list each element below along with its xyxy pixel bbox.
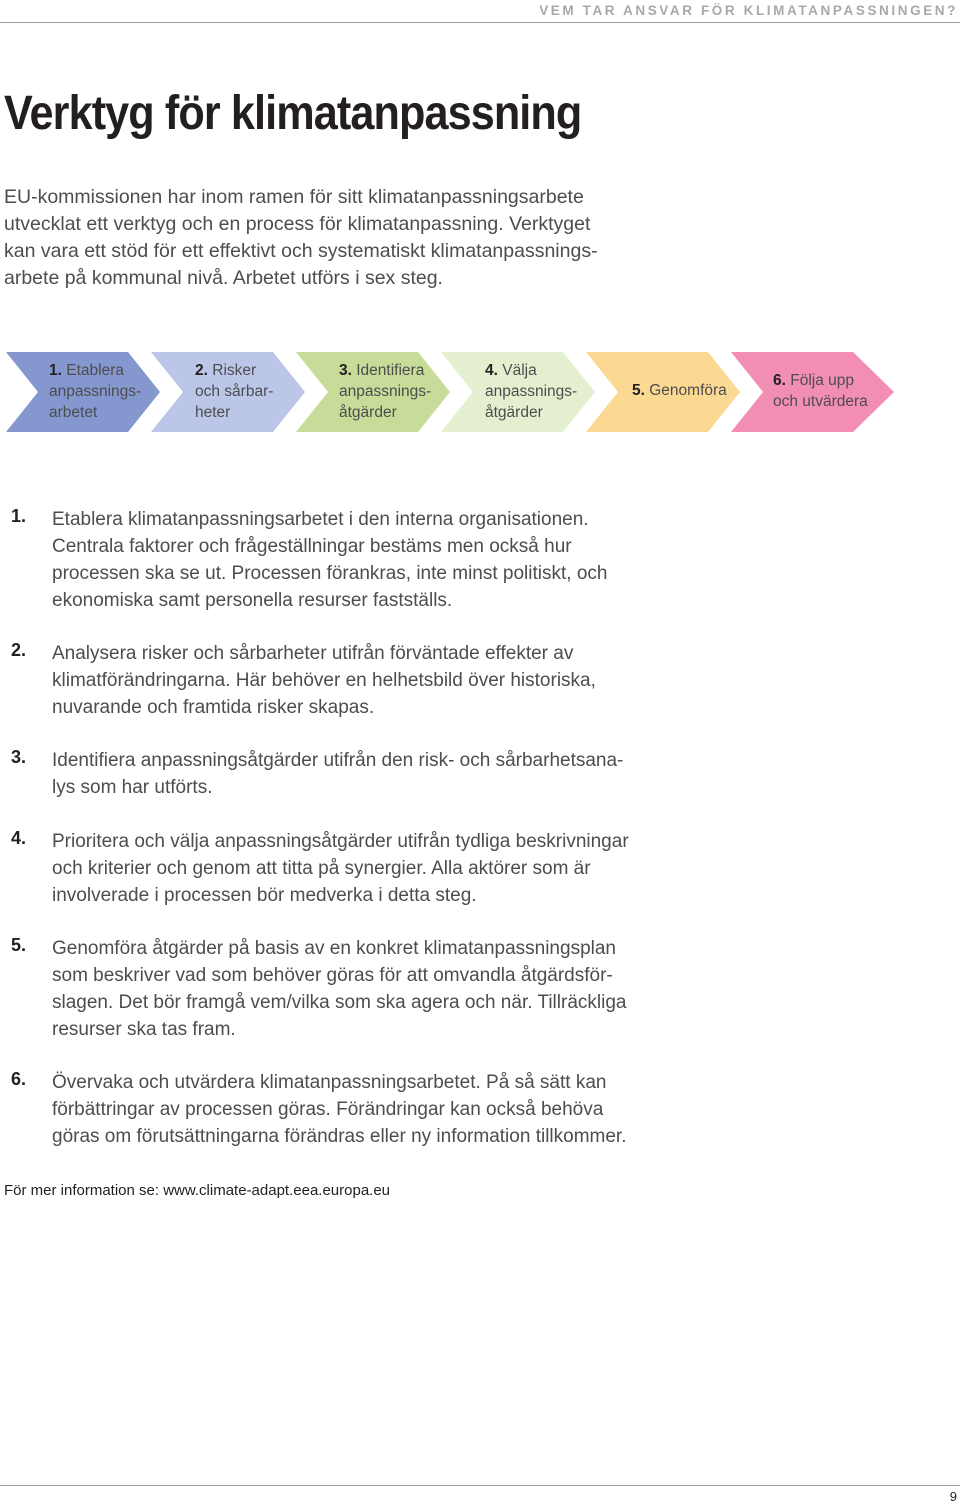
process-step-line: och utvärdera xyxy=(773,393,868,410)
step-line: som beskriver vad som behöver göras för att omvandla åtgärdsför- xyxy=(52,965,613,986)
process-step-5 xyxy=(632,380,727,401)
process-step-title: Identifiera xyxy=(356,362,425,379)
intro-line: arbete på kommunal nivå. Arbetet utförs i sex steg. xyxy=(4,267,443,289)
step-line: processen ska se ut. Processen förankras, inte minst politiskt, och xyxy=(52,563,608,584)
step-text xyxy=(52,1069,626,1150)
step-text xyxy=(52,640,596,721)
process-step-number: 3. xyxy=(339,362,352,379)
process-step-2 xyxy=(195,360,273,423)
process-step-1 xyxy=(49,360,141,423)
step-line: Centrala faktorer och frågeställningar bestäms men också hur xyxy=(52,536,572,557)
step-number: 1. xyxy=(11,506,27,526)
process-step-title: Risker xyxy=(212,362,257,379)
running-header: VEM TAR ANSVAR FÖR KLIMATANPASSNINGEN? xyxy=(539,3,958,18)
step-number: 3. xyxy=(11,747,27,767)
step-line: resurser ska tas fram. xyxy=(52,1019,236,1040)
process-diagram xyxy=(0,350,960,434)
intro-line: utvecklat ett verktyg och en process för klimatanpassning. Verktyget xyxy=(4,213,591,235)
step-line: Prioritera och välja anpassningsåtgärder utifrån tydliga beskrivningar xyxy=(52,831,629,852)
intro-paragraph xyxy=(4,184,644,292)
step-line: och kriterier och genom att titta på synergier. Alla aktörer som är xyxy=(52,858,591,879)
step-number: 6. xyxy=(11,1069,27,1089)
step-line: ekonomiska samt personella resurser fastställs. xyxy=(52,590,453,611)
step-number: 5. xyxy=(11,935,27,955)
step-line: slagen. Det bör framgå vem/vilka som ska agera och när. Tillräckliga xyxy=(52,992,627,1013)
step-line: nuvarande och framtida risker skapas. xyxy=(52,697,375,718)
page-title: Verktyg för klimatanpassning xyxy=(4,87,582,140)
process-step-line: och sårbar- xyxy=(195,383,274,400)
intro-line: kan vara ett stöd för ett effektivt och systematiskt klimatanpassnings- xyxy=(4,240,598,262)
process-step-number: 4. xyxy=(485,362,498,379)
step-line: involverade i processen bör medverka i detta steg. xyxy=(52,885,477,906)
process-step-title: Etablera xyxy=(66,362,124,379)
step-number: 4. xyxy=(11,828,27,848)
process-step-line: åtgärder xyxy=(485,404,543,421)
step-line: Övervaka och utvärdera klimatanpassningsarbetet. På så sätt kan xyxy=(52,1072,607,1093)
process-step-3 xyxy=(339,360,431,423)
step-text xyxy=(52,506,607,614)
step-line: förbättringar av processen göras. Förändringar kan också behöva xyxy=(52,1099,604,1120)
step-text xyxy=(52,828,629,909)
process-step-4 xyxy=(485,360,577,423)
step-line: lys som har utförts. xyxy=(52,777,213,798)
process-step-number: 2. xyxy=(195,362,208,379)
process-step-line: åtgärder xyxy=(339,404,397,421)
step-text xyxy=(52,935,626,1043)
step-line: Analysera risker och sårbarheter utifrån förväntade effekter av xyxy=(52,643,574,664)
process-step-line: heter xyxy=(195,404,231,421)
intro-line: EU-kommissionen har inom ramen för sitt klimatanpassningsarbete xyxy=(4,186,584,208)
process-step-6 xyxy=(773,370,868,412)
step-line: Etablera klimatanpassningsarbetet i den interna organisationen. xyxy=(52,509,589,530)
process-step-line: anpassnings- xyxy=(485,383,578,400)
step-line: göras om förutsättningarna förändras eller ny information tillkommer. xyxy=(52,1126,627,1147)
step-number: 2. xyxy=(11,640,27,660)
process-step-title: Välja xyxy=(502,362,537,379)
process-step-number: 6. xyxy=(773,372,786,389)
step-text xyxy=(52,747,623,801)
header-rule xyxy=(0,22,960,23)
step-line: Identifiera anpassningsåtgärder utifrån den risk- och sårbarhetsana- xyxy=(52,750,624,771)
step-line: Genomföra åtgärder på basis av en konkret klimatanpassningsplan xyxy=(52,938,616,959)
more-info-note: För mer information se: www.climate-adapt.eea.europa.eu xyxy=(4,1182,391,1199)
process-step-line: anpassnings- xyxy=(339,383,432,400)
process-step-title: Följa upp xyxy=(790,372,855,389)
process-step-number: 1. xyxy=(49,362,62,379)
page-number: 9 xyxy=(949,1489,957,1504)
footer-rule xyxy=(0,1485,960,1486)
process-step-line: anpassnings- xyxy=(49,383,142,400)
process-step-number: 5. xyxy=(632,382,645,399)
process-step-title: Genomföra xyxy=(649,382,727,399)
process-step-line: arbetet xyxy=(49,404,98,421)
step-line: klimatförändringarna. Här behöver en helhetsbild över historiska, xyxy=(52,670,596,691)
